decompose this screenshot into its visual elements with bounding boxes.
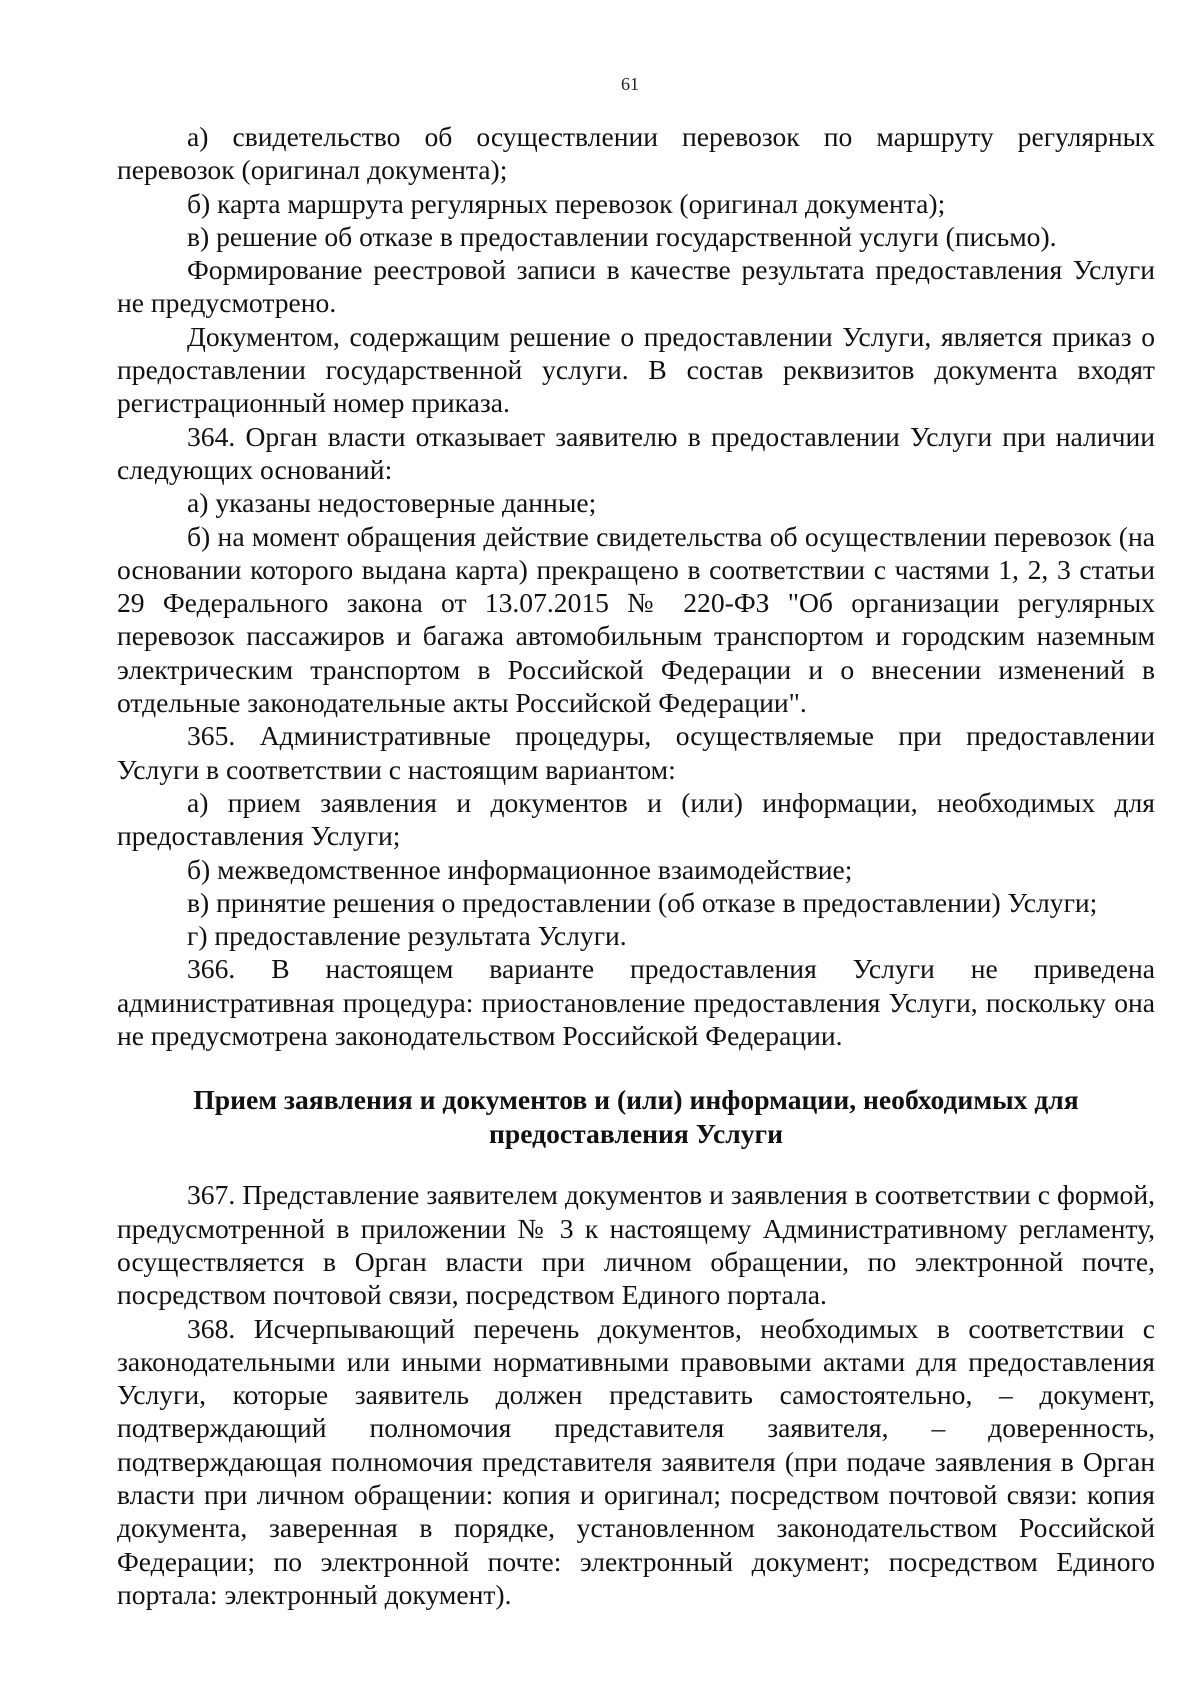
paragraph-365-item-b: б) межведомственное информационное взаимодействие; [187, 853, 853, 885]
paragraph-registry-record: Формирование реестровой записи в качестве результата предоставления Услуги не предусмотрено. [117, 254, 1155, 319]
paragraph-365-item-a: а) прием заявления и документов и (или) информации, необходимых для предоставления Услуги; [117, 786, 1155, 852]
paragraph-368: 368. Исчерпывающий перечень документов, необходимых в соответствии с законодательными или иными нормативными правовыми актами для предоставления Услуги, которые заявитель должен представить самостоятельно, – документ, подтверждающий полномочия представителя заявителя, – доверенность, подтверждающая полномочия представителя заявителя (при подаче заявления в Орган власти при личном обращении: копия и оригинал; посредством почтовой связи: копия документа, заверенная в порядке, установленном законодательством Российской Федерации; по электронной почте: электронный документ; посредством Единого портала: электронный документ). [117, 1312, 1155, 1610]
paragraph-365: 365. Административные процедуры, осуществляемые при предоставлении Услуги в соответствии с настоящим вариантом: [117, 720, 1155, 785]
page-number: 61 [621, 74, 639, 94]
paragraph-364-item-b: б) на момент обращения действие свидетельства об осуществлении перевозок (на основании которого выдана карта) прекращено в соответствии с частями 1, 2, 3 статьи 29 Федерального закона от 13.07.2015 № 220-ФЗ "Об организации регулярных перевозок пассажиров и багажа автомобильным транспортом и городским наземным электрическим транспортом в Российской Федерации и о внесении изменений в отдельные законодательные акты Российской Федерации". [117, 520, 1155, 719]
paragraph-item-a-certificate: а) свидетельство об осуществлении перевозок по маршруту регулярных перевозок (оригинал документа); [117, 121, 1155, 186]
paragraph-decision-document: Документом, содержащим решение о предоставлении Услуги, является приказ о предоставлении государственной услуги. В состав реквизитов документа входят регистрационный номер приказа. [117, 320, 1155, 419]
document-body [117, 120, 1155, 1611]
paragraph-item-b-route-map: б) карта маршрута регулярных перевозок (оригинал документа); [187, 187, 946, 219]
paragraph-365-item-g: г) предоставление результата Услуги. [187, 920, 627, 952]
paragraph-365-item-v: в) принятие решения о предоставлении (об отказе в предоставлении) Услуги; [187, 886, 1098, 918]
paragraph-item-v-refusal: в) решение об отказе в предоставлении государственной услуги (письмо). [187, 220, 1057, 252]
paragraph-364-item-a: а) указаны недостоверные данные; [187, 487, 597, 519]
paragraph-364: 364. Орган власти отказывает заявителю в предоставлении Услуги при наличии следующих оснований: [117, 420, 1155, 485]
section-heading: Прием заявления и документов и (или) информации, необходимых для предоставления Услуги [193, 1084, 1079, 1150]
paragraph-367: 367. Представление заявителем документов и заявления в соответствии с формой, предусмотренной в приложении № 3 к настоящему Административному регламенту, осуществляется в Орган власти при личном обращении, по электронной почте, посредством почтовой связи, посредством Единого портала. [117, 1179, 1155, 1311]
paragraph-366: 366. В настоящем варианте предоставления Услуги не приведена административная процедура: приостановление предоставления Услуги, поскольку она не предусмотрена законодательством Российской Федерации. [117, 953, 1155, 1052]
